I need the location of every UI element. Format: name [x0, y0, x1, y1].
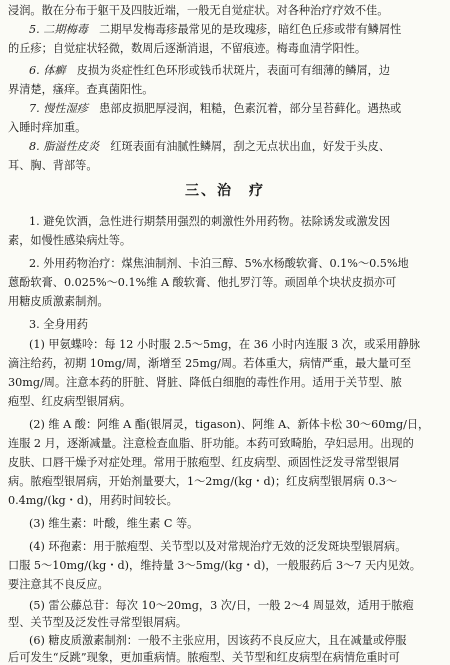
paragraph-line: 耳、胸、背部等。 — [8, 159, 98, 172]
paragraph-line: 素，如慢性感染病灶等。 — [8, 234, 132, 247]
paragraph-text: 红斑表面有油腻性鳞屑，刮之无点状出血，好发于头皮、 — [99, 140, 391, 153]
paragraph-line: 疱型、红皮病型银屑病。 — [8, 395, 132, 408]
paragraph-line: (5) 雷公藤总苷：每次 10～20mg，3 次/日，一般 2～4 周显效，适用于脓疱 — [29, 599, 414, 612]
paragraph-line: (3) 维生素：叶酸，维生素 C 等。 — [29, 517, 199, 530]
term-label: 8. 脂溢性皮炎 — [29, 140, 100, 153]
paragraph-line: 后可发生“反跳”现象，更加重病情。脓疱型、关节型和红皮病型在病情危重时可 — [8, 651, 400, 664]
paragraph-text: 患部皮损肥厚浸润，粗糙，色素沉着，部分呈苔藓化。遇热或 — [87, 102, 402, 115]
paragraph-line — [0, 101, 450, 116]
paragraph-line: 的丘疹；自觉症状轻微，数周后逐渐消退，不留痕迹。梅毒血清学阳性。 — [8, 42, 367, 55]
paragraph-line — [0, 22, 450, 37]
paragraph-line: 入睡时痒加重。 — [8, 121, 87, 134]
term-label: 5. 二期梅毒 — [29, 23, 88, 36]
term-label: 7. 慢性湿疹 — [29, 102, 88, 115]
paragraph-line: 界清楚，瘙痒。查真菌阳性。 — [8, 83, 154, 96]
paragraph-line: 2. 外用药物治疗：煤焦油制剂、卡泊三醇、5%水杨酸软膏、0.1%～0.5%地 — [29, 257, 409, 270]
paragraph-line: 滴注给药，初期 10mg/周，渐增至 25mg/周。若体重大，病情严重，最大量可至 — [8, 357, 412, 370]
paragraph-line: 浸润。散在分布于躯干及四肢近端，一般无自觉症状。对各种治疗疗效不佳。 — [8, 4, 389, 17]
paragraph-text: 皮损为炎症性红色环形或钱币状斑片，表面可有细薄的鳞屑，边 — [65, 64, 391, 77]
paragraph-line: 用糖皮质激素制剂。 — [8, 295, 109, 308]
paragraph-line: (6) 糖皮质激素制剂：一般不主张应用，因该药不良反应大，且在减量或停服 — [29, 634, 407, 647]
paragraph-line: 皮肤、口唇干燥予对症处理。常用于脓疱型、红皮病型、顽固性泛发寻常型银屑 — [8, 456, 400, 469]
paragraph-line: 30mg/周。注意本药的肝脏、肾脏、降低白细胞的毒性作用。适用于关节型、脓 — [8, 376, 402, 389]
paragraph-line: 蒽酚软膏、0.025%～0.1%维 A 酸软膏、他扎罗汀等。顽固单个块状皮损亦可 — [8, 276, 397, 289]
paragraph-text: 二期早发梅毒疹最常见的是玫瑰疹，暗红色丘疹或带有鳞屑性 — [87, 23, 402, 36]
paragraph-line: 连服 2 月，逐渐减量。注意检查血脂、肝功能。本药可致畸胎，孕妇忌用。出现的 — [8, 437, 414, 450]
paragraph-line: 口服 5～10mg/(kg・d)，维持量 3～5mg/(kg・d)，一般服药后 3～7 天内见效。 — [8, 559, 421, 572]
section-heading: 三、治 疗 — [185, 183, 265, 199]
paragraph-line: 3. 全身用药 — [29, 318, 88, 331]
paragraph-line: (4) 环孢素：用于脓疱型、关节型以及对常规治疗无效的泛发斑块型银屑病。 — [29, 540, 407, 553]
term-label: 6. 体癣 — [29, 64, 66, 77]
paragraph-line: 要注意其不良反应。 — [8, 578, 109, 591]
paragraph-line: 0.4mg/(kg・d)，用药时间较长。 — [8, 494, 178, 507]
paragraph-line: 型、关节型及泛发性寻常型银屑病。 — [8, 616, 188, 629]
paragraph-line: (2) 维 A 酸：阿维 A 酯(银屑灵，tigason)、阿维 A、新体卡松 30～60mg/日， — [29, 418, 430, 431]
paragraph-line: 1. 避免饮酒，急性进行期禁用强烈的刺激性外用药物。祛除诱发或激发因 — [29, 215, 391, 228]
paragraph-line — [0, 139, 450, 154]
paragraph-line: 病。脓疱型银屑病，开始剂量要大，1～2mg/(kg・d)；红皮病型银屑病 0.3～ — [8, 475, 398, 488]
paragraph-line: (1) 甲氨蝶呤：每 12 小时服 2.5～5mg，在 36 小时内连服 3 次，或采用静脉 — [29, 338, 421, 351]
paragraph-line — [0, 63, 450, 78]
